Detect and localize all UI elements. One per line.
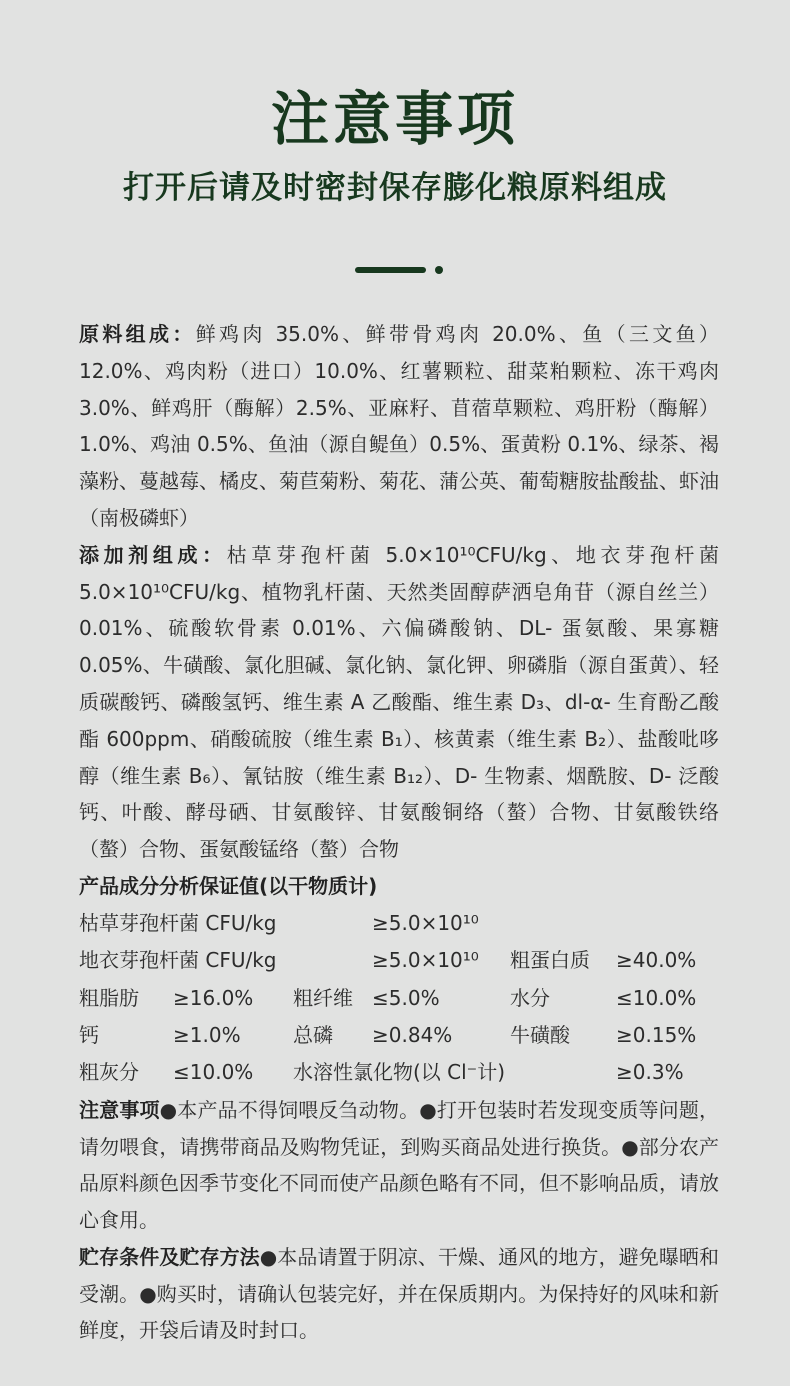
analysis-row bbox=[79, 980, 719, 1017]
analysis-item-name: 水溶性氯化物(以 Cl⁻计) bbox=[293, 1060, 506, 1085]
analysis-row bbox=[79, 1054, 719, 1091]
analysis-item-value: ≥16.0% bbox=[173, 985, 254, 1010]
notice-paragraph bbox=[79, 1092, 719, 1239]
analysis-item-value: ≥0.15% bbox=[616, 1022, 697, 1047]
analysis-item-name: 粗脂肪 bbox=[79, 985, 139, 1010]
storage-text: ●本品请置于阴凉、干燥、通风的地方，避免曝晒和受潮。●购买时，请确认包装完好，并在保质期内。为保持好的风味和新鲜度，开袋后请及时封口。 bbox=[79, 1244, 720, 1343]
analysis-item-value: ≥0.3% bbox=[616, 1060, 684, 1085]
storage-paragraph bbox=[79, 1239, 719, 1349]
analysis-heading: 产品成分分析保证值(以干物质计) bbox=[79, 873, 378, 898]
analysis-row bbox=[79, 905, 719, 942]
analysis-item-value: ≤5.0% bbox=[372, 985, 440, 1010]
divider-dot bbox=[435, 266, 443, 274]
content-body bbox=[79, 316, 719, 1349]
analysis-item-value: ≤10.0% bbox=[616, 985, 697, 1010]
analysis-item-name: 粗纤维 bbox=[293, 985, 353, 1010]
analysis-item-name: 地衣芽孢杆菌 CFU/kg bbox=[79, 948, 277, 973]
page-subtitle: 打开后请及时密封保存膨化粮原料组成 bbox=[123, 170, 667, 206]
analysis-item-value: ≤10.0% bbox=[173, 1060, 254, 1085]
page-title: 注意事项 bbox=[270, 85, 519, 153]
divider-bar bbox=[355, 267, 426, 273]
notice-label: 注意事项 bbox=[79, 1097, 160, 1122]
analysis-item-name: 枯草芽孢杆菌 CFU/kg bbox=[79, 910, 277, 935]
additives-paragraph bbox=[79, 537, 719, 868]
analysis-item-name: 粗蛋白质 bbox=[510, 948, 590, 973]
ingredients-paragraph bbox=[79, 316, 719, 537]
analysis-row bbox=[79, 942, 719, 979]
analysis-item-name: 钙 bbox=[79, 1022, 99, 1047]
analysis-table bbox=[79, 905, 719, 1092]
analysis-item-name: 粗灰分 bbox=[79, 1060, 139, 1085]
analysis-item-name: 水分 bbox=[510, 985, 550, 1010]
analysis-item-value: ≥40.0% bbox=[616, 948, 697, 973]
additives-label: 添加剂组成： bbox=[79, 542, 227, 567]
ingredients-text: 鲜鸡肉 35.0%、鲜带骨鸡肉 20.0%、鱼（三文鱼）12.0%、鸡肉粉（进口）10.0%、红薯颗粒、甜菜粕颗粒、冻干鸡肉 3.0%、鲜鸡肝（酶解）2.5%、亚麻籽、苜蓿草颗粒、鸡肝粉（酶解）1.0%、鸡油 0.5%、鱼油（源自鳀鱼）0.5%、蛋黄粉 0.1%、绿茶、褐藻粉、蔓越莓、橘皮、菊苣菊粉、菊花、蒲公英、葡萄糖胺盐酸盐、虾油（南极磷虾） bbox=[79, 322, 719, 530]
storage-label: 贮存条件及贮存方法 bbox=[79, 1244, 260, 1269]
additives-text: 枯草芽孢杆菌 5.0×10¹⁰CFU/kg、地衣芽孢杆菌 5.0×10¹⁰CFU/kg、植物乳杆菌、天然类固醇萨洒皂角苷（源自丝兰）0.01%、硫酸软骨素 0.01%、六偏磷酸钠、DL- 蛋氨酸、果寡糖 0.05%、牛磺酸、氯化胆碱、氯化钠、氯化钾、卵磷脂（源自蛋黄）、轻质碳酸钙、磷酸氢钙、维生素 A 乙酸酯、维生素 D₃、dl-α- 生育酚乙酸酯 600ppm、硝酸硫胺（维生素 B₁）、核黄素（维生素 B₂）、盐酸吡哆醇（维生素 B₆）、氰钴胺（维生素 B₁₂）、D- 生物素、烟酰胺、D- 泛酸钙、叶酸、酵母硒、甘氨酸锌、甘氨酸铜络（螯）合物、甘氨酸铁络（螯）合物、蛋氨酸锰络（螯）合物 bbox=[79, 542, 720, 862]
analysis-item-name: 总磷 bbox=[293, 1022, 333, 1047]
ingredients-label: 原料组成： bbox=[79, 322, 196, 346]
analysis-item-value: ≥1.0% bbox=[173, 1022, 241, 1047]
analysis-item-value: ≥5.0×10¹⁰ bbox=[372, 948, 479, 973]
notice-text: ●本产品不得饲喂反刍动物。●打开包装时若发现变质等问题，请勿喂食，请携带商品及购物凭证，到购买商品处进行换货。●部分农产品原料颜色因季节变化不同而使产品颜色略有不同，但不影响品质，请放心食用。 bbox=[79, 1097, 720, 1233]
analysis-item-name: 牛磺酸 bbox=[510, 1022, 570, 1047]
analysis-item-value: ≥0.84% bbox=[372, 1022, 453, 1047]
title-divider bbox=[355, 266, 445, 274]
analysis-row bbox=[79, 1017, 719, 1054]
analysis-item-value: ≥5.0×10¹⁰ bbox=[372, 910, 479, 935]
